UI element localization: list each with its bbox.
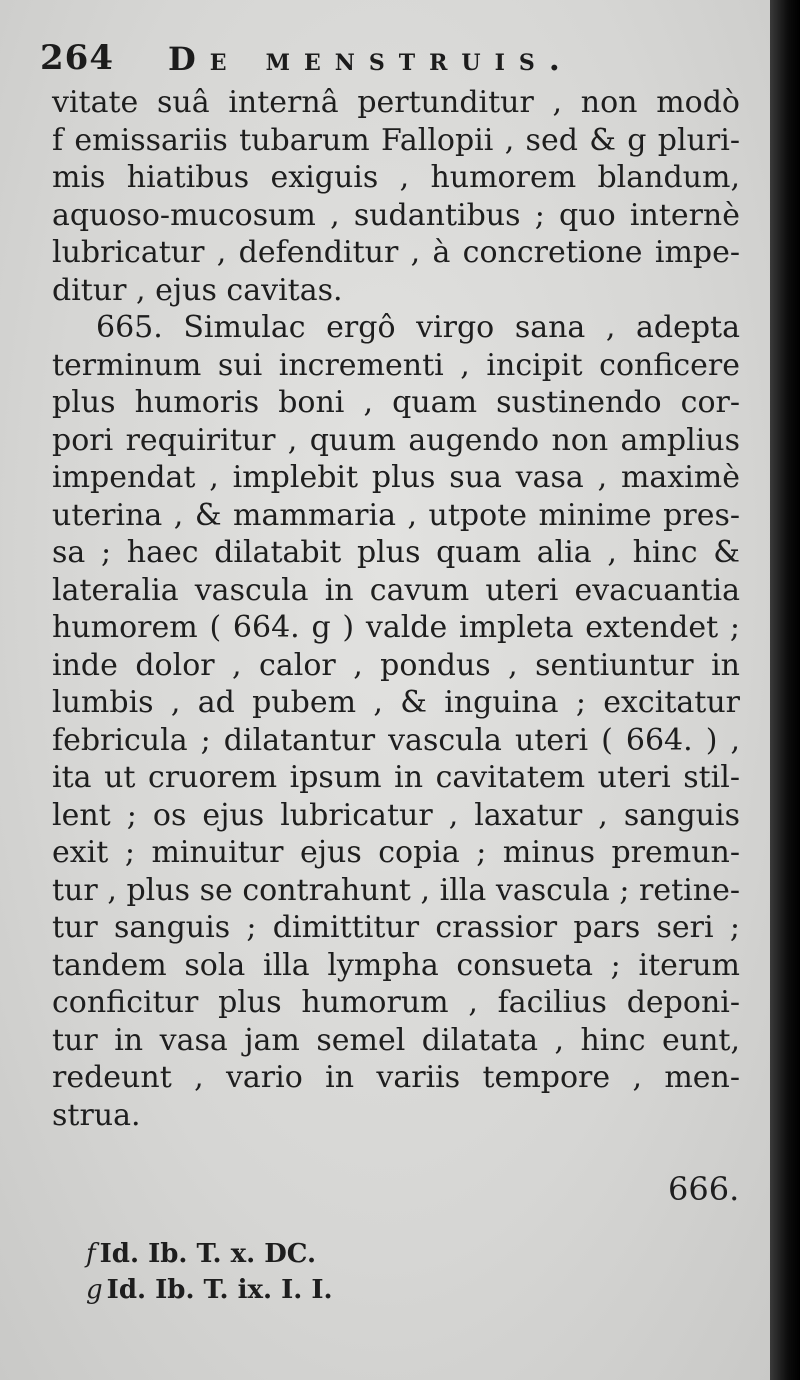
text-line: strua.: [52, 1097, 141, 1133]
footnote: [86, 1236, 333, 1272]
text-line: impendat , implebit plus sua vasa , maximè: [52, 460, 740, 495]
text-line: ita ut cruorem ipsum in cavitatem uteri stil-: [52, 760, 740, 795]
footnote-text: Id. Ib. T. ix. I. I.: [106, 1275, 333, 1305]
text-line: uterina , & mammaria , utpote minime pres-: [52, 497, 740, 533]
text-line: tandem sola illa lympha consueta ; iterum: [52, 947, 740, 983]
footnote-marker: f: [86, 1239, 96, 1269]
text-line: redeunt , vario in variis tempore , men-: [52, 1060, 740, 1095]
text-line: vitate suâ internâ pertunditur , non modò: [52, 85, 740, 120]
page-edge-shadow: [770, 0, 800, 1380]
text-line: aquoso-mucosum , sudantibus ; quo internè: [52, 197, 740, 233]
text-line: lumbis , ad pubem , & inguina ; excitatur: [52, 685, 740, 720]
text-line: humorem ( 664. g ) valde impleta extendet ;: [52, 610, 740, 645]
text-line: sa ; haec dilatabit plus quam alia , hinc &: [52, 535, 740, 570]
body-text: [52, 84, 740, 1134]
text-line: tur in vasa jam semel dilatata , hinc eunt,: [52, 1022, 740, 1058]
footnote-text: Id. Ib. T. x. DC.: [99, 1239, 317, 1269]
text-line: febricula ; dilatantur vascula uteri ( 664. ) ,: [52, 722, 740, 758]
text-line: exit ; minuitur ejus copia ; minus premun-: [52, 835, 740, 870]
footnotes: [86, 1236, 333, 1308]
text-line: 665. Simulac ergô virgo sana , adepta: [96, 310, 740, 345]
text-line: tur sanguis ; dimittitur crassior pars seri ;: [52, 910, 740, 945]
text-line: conficitur plus humorum , facilius deponi-: [52, 985, 740, 1020]
text-line: ditur , ejus cavitas.: [52, 272, 343, 308]
text-line: terminum sui incrementi , incipit conficere: [52, 347, 740, 383]
footnote-marker: g: [86, 1275, 103, 1305]
text-line: pori requiritur , quum augendo non amplius: [52, 422, 740, 458]
text-line: lent ; os ejus lubricatur , laxatur , sanguis: [52, 797, 740, 833]
text-line: mis hiatibus exiguis , humorem blandum,: [52, 160, 740, 195]
text-line: tur , plus se contrahunt , illa vascula ; retine-: [52, 872, 740, 908]
text-line: lateralia vascula in cavum uteri evacuantia: [52, 572, 740, 608]
footnote: [86, 1272, 333, 1308]
running-title: De menstruis.: [168, 40, 574, 78]
text-line: plus humoris boni , quam sustinendo cor-: [52, 385, 740, 420]
text-line: f emissariis tubarum Fallopii , sed & g pluri-: [52, 122, 740, 158]
text-line: lubricatur , defenditur , à concretione impe-: [52, 235, 740, 270]
catchword: 666.: [668, 1170, 740, 1208]
text-line: inde dolor , calor , pondus , sentiuntur in: [52, 647, 740, 683]
page-number: 264: [40, 38, 114, 78]
